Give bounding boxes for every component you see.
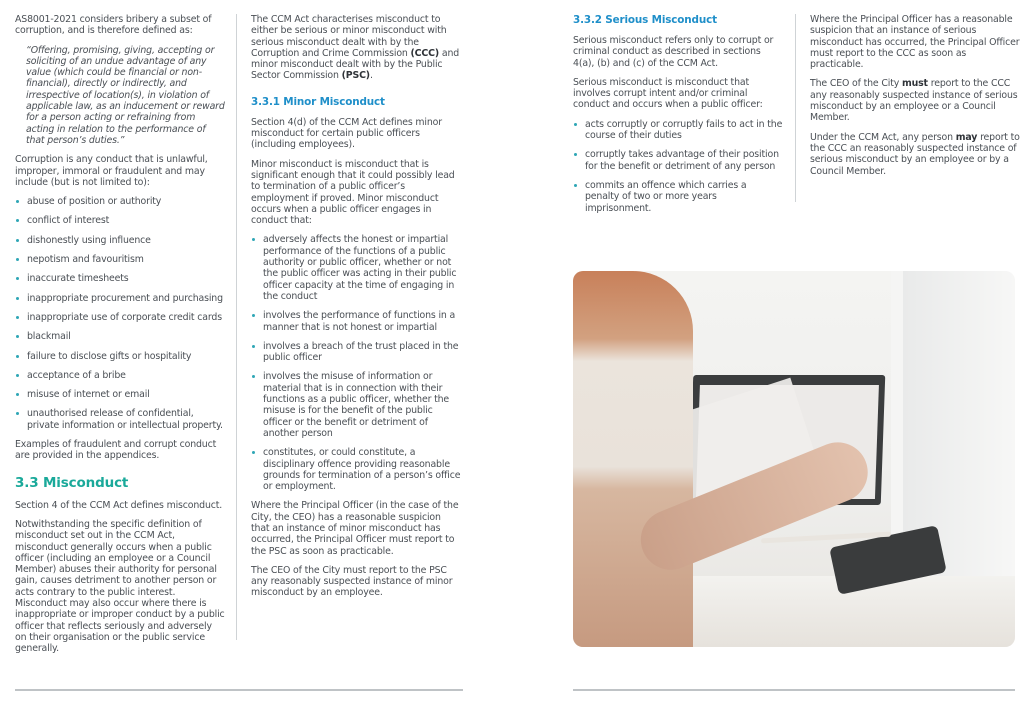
footer-rule-right xyxy=(573,689,1015,691)
principal-officer-psc-note: Where the Principal Officer (in the case of the City, the CEO) has a reasonable suspicion that an instance of minor misconduct has occurred, the Principal Officer must report to the PSC as soon as practicable. xyxy=(251,500,459,557)
list-item: inappropriate use of corporate credit cards xyxy=(15,312,225,323)
list-item: acceptance of a bribe xyxy=(15,370,225,381)
heading-misconduct: 3.3 Misconduct xyxy=(15,474,129,491)
serious-misconduct-scope: Serious misconduct refers only to corrupt or criminal conduct as described in sections 4(a), (b) and (c) of the CCM Act. xyxy=(573,35,774,69)
corruption-examples-list xyxy=(15,196,225,431)
serious-misconduct-list xyxy=(573,119,783,214)
list-item: conflict of interest xyxy=(15,215,225,226)
list-item: constitutes, or could constitute, a disciplinary offence providing reasonable grounds for termination of a person’s office or employment. xyxy=(251,447,461,492)
list-item: nepotism and favouritism xyxy=(15,254,225,265)
ccm-act-intro: The CCM Act characterises misconduct to either be serious or minor misconduct with serious misconduct dealt with by the Corruption and Crime Commission (CCC) and minor misconduct dealt with by the Public Sector Commission (PSC). xyxy=(251,14,460,82)
corruption-definition: Corruption is any conduct that is unlawful, improper, immoral or fraudulent and may include (but is not limited to): xyxy=(15,154,208,188)
footer-rule-left xyxy=(15,689,463,691)
person-image xyxy=(573,271,693,647)
office-photo xyxy=(573,271,1015,647)
column-divider xyxy=(236,14,237,640)
column-3 xyxy=(573,14,783,222)
serious-misconduct-definition: Serious misconduct is misconduct that involves corrupt intent and/or criminal conduct and occurs when a public officer: xyxy=(573,76,763,111)
list-item: misuse of internet or email xyxy=(15,389,225,400)
principal-officer-ccc-note: Where the Principal Officer has a reasonable suspicion that an instance of serious misconduct has occurred, the Principal Officer must report to the CCC as soon as practicable. xyxy=(810,14,1020,71)
ceo-ccc-note: The CEO of the City must report to the CCC any reasonably suspected instance of serious misconduct by an employee or a Council Member. xyxy=(810,78,1018,124)
minor-misconduct-list xyxy=(251,234,461,492)
list-item: commits an offence which carries a penalty of two or more years imprisonment. xyxy=(573,180,783,214)
list-item: acts corruptly or corruptly fails to act in the course of their duties xyxy=(573,119,783,142)
column-divider xyxy=(795,14,796,202)
list-item: inaccurate timesheets xyxy=(15,273,225,284)
list-item: dishonestly using influence xyxy=(15,235,225,246)
list-item: involves the misuse of information or material that is in connection with their functions as a public officer, whether the misuse is for the benefit of the public officer or the benefit or detriment of another person xyxy=(251,371,461,439)
any-person-ccc-note: Under the CCM Act, any person may report to the CCC an reasonably suspected instance of serious misconduct by an employee or by a Council Member. xyxy=(810,131,1020,177)
examples-note: Examples of fraudulent and corrupt conduct are provided in the appendices. xyxy=(15,439,217,462)
ceo-psc-note: The CEO of the City must report to the PSC any reasonably suspected instance of minor misconduct by an employee. xyxy=(251,564,453,599)
bribery-definition-quote: “Offering, promising, giving, accepting or soliciting of an undue advantage of any value (which could be financial or non-financial), directly or indirectly, and irrespective of location(s), in violation of applicable law, as an inducement or reward for a person acting or refraining from acting in relation to the performance of that person’s duties.” xyxy=(26,44,225,146)
list-item: involves the performance of functions in a manner that is not honest or impartial xyxy=(251,310,461,333)
column-2 xyxy=(251,14,461,607)
section-4d-note: Section 4(d) of the CCM Act defines minor misconduct for certain public officers (including employees). xyxy=(251,116,442,151)
list-item: inappropriate procurement and purchasing xyxy=(15,293,225,304)
minor-misconduct-definition: Minor misconduct is misconduct that is significant enough that it could possibly lead to termination of a public officer’s employment if proved. Minor misconduct occurs when a public officer engages in conduct that: xyxy=(251,158,455,227)
list-item: blackmail xyxy=(15,331,225,342)
list-item: unauthorised release of confidential, private information or intellectual property. xyxy=(15,408,225,431)
list-item: failure to disclose gifts or hospitality xyxy=(15,351,225,362)
list-item: adversely affects the honest or impartial performance of the functions of a public authority or public officer, whether or not the public officer was acting in their public officer capacity at the time of engaging in the conduct xyxy=(251,234,461,302)
misconduct-general-description: Notwithstanding the specific definition of misconduct set out in the CCM Act, misconduct generally occurs when a public officer (including an employee or a Council Member) abuses their authority for personal gain, causes detriment to another person or acts contrary to the public interest. Misconduct may also occur where there is inappropriate or improper conduct by a public officer that reflects seriously and adversely on their organisation or the public service generally. xyxy=(15,518,225,655)
heading-minor-misconduct: 3.3.1 Minor Misconduct xyxy=(251,95,385,108)
section-4-note: Section 4 of the CCM Act defines misconduct. xyxy=(15,499,223,511)
list-item: abuse of position or authority xyxy=(15,196,225,207)
bribery-intro: AS8001-2021 considers bribery a subset of corruption, and is therefore defined as: xyxy=(15,14,212,37)
column-4 xyxy=(810,14,1020,185)
list-item: corruptly takes advantage of their position for the benefit or detriment of any person xyxy=(573,149,783,172)
column-1 xyxy=(15,14,225,662)
heading-serious-misconduct: 3.3.2 Serious Misconduct xyxy=(573,14,717,26)
list-item: involves a breach of the trust placed in the public officer xyxy=(251,341,461,364)
